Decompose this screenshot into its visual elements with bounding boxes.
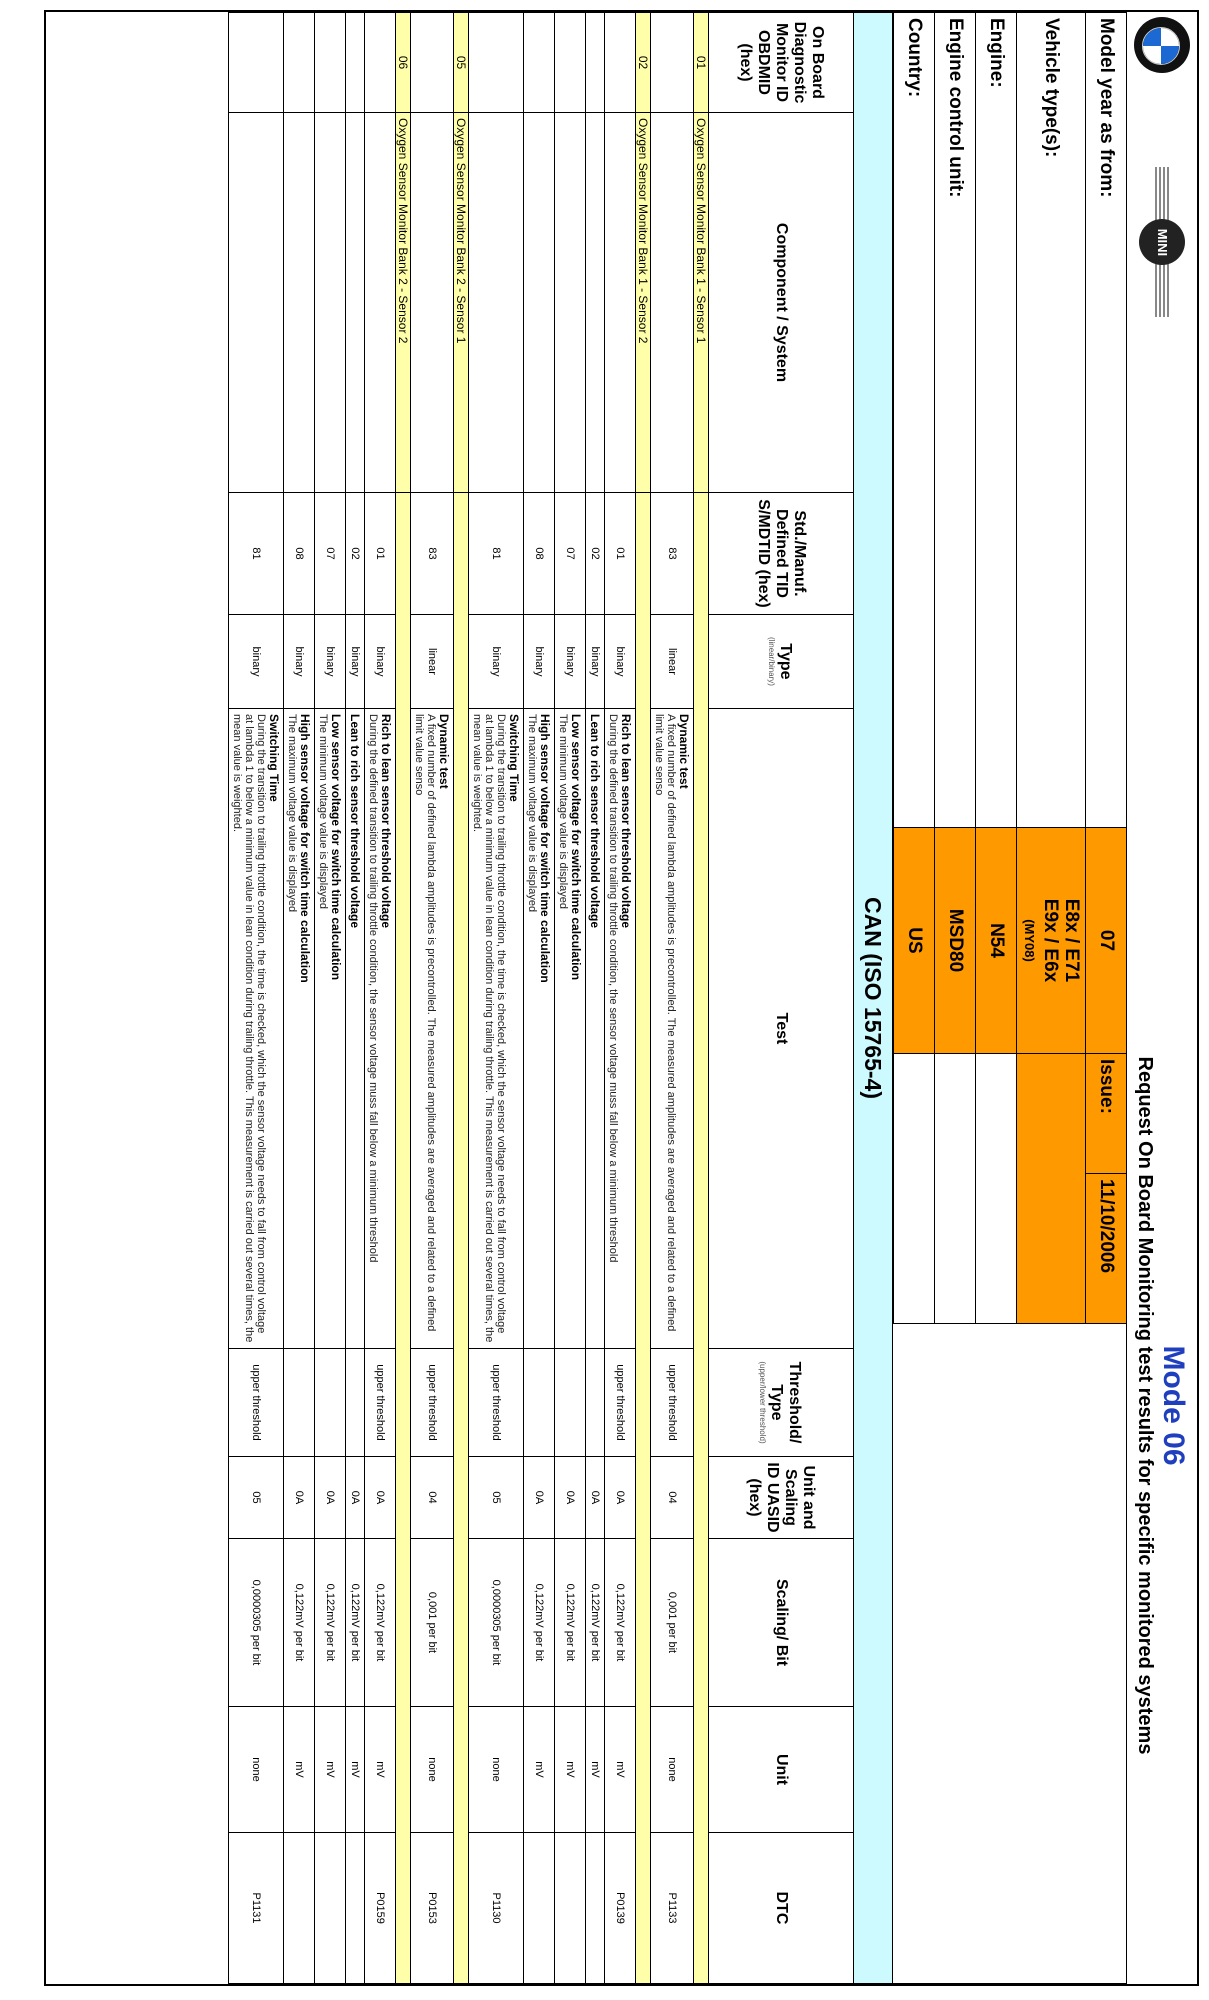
row-test-desc: During the transition to trailing throttle condition, the time is checked, which the sensor voltage needs to fall from control voltage at lambda 1 to below a minimum value in lean condition during trailing throttle. This measurement is carried out several times, the mean value is weighted. bbox=[471, 714, 507, 1343]
vehicle-type-line2: E9x / E6x bbox=[1040, 898, 1062, 983]
row-scaling: 0,122mV per bit bbox=[365, 1539, 396, 1707]
row-uasid: 04 bbox=[411, 1457, 454, 1539]
table-row bbox=[284, 13, 315, 1984]
row-uasid: 0A bbox=[524, 1457, 555, 1539]
table-row bbox=[346, 13, 365, 1984]
issue-value: 11/10/2006 bbox=[1086, 1174, 1127, 1324]
row-type: binary bbox=[315, 615, 346, 709]
row-unit: none bbox=[651, 1707, 694, 1833]
row-tid: 83 bbox=[651, 493, 694, 615]
country-label: Country: bbox=[894, 13, 935, 828]
model-year-value: 07 bbox=[1086, 828, 1127, 1054]
row-test-title: Lean to rich sensor threshold voltage bbox=[588, 714, 602, 929]
row-tid: 08 bbox=[524, 493, 555, 615]
row-dtc: P1130 bbox=[469, 1833, 524, 1984]
row-test-desc: The minimum voltage value is displayed bbox=[557, 714, 569, 910]
table-row bbox=[524, 13, 555, 1984]
row-uasid: 0A bbox=[555, 1457, 586, 1539]
col-type bbox=[709, 615, 854, 709]
row-threshold bbox=[315, 1349, 346, 1457]
row-obdmid-blank bbox=[229, 13, 284, 113]
mode06-sheet bbox=[44, 10, 1199, 1986]
title-table bbox=[1127, 12, 1197, 1984]
model-year-label: Model year as from: bbox=[1086, 13, 1127, 828]
engine-value: N54 bbox=[976, 828, 1017, 1054]
group-band-fill bbox=[454, 493, 469, 1984]
row-threshold bbox=[555, 1349, 586, 1457]
row-unit: mV bbox=[555, 1707, 586, 1833]
col-unit: Unit bbox=[709, 1707, 854, 1833]
row-component-blank bbox=[524, 113, 555, 493]
row-test bbox=[469, 709, 524, 1349]
row-tid: 07 bbox=[315, 493, 346, 615]
row-test-title: Switching Time bbox=[507, 714, 521, 802]
row-scaling: 0,122mV per bit bbox=[555, 1539, 586, 1707]
row-obdmid-blank bbox=[555, 13, 586, 113]
row-scaling: 0,122mV per bit bbox=[315, 1539, 346, 1707]
row-threshold: upper threshold bbox=[605, 1349, 636, 1457]
group-obdmid: 01 bbox=[694, 13, 709, 113]
vehicle-type-line3: (MY08) bbox=[1022, 919, 1038, 962]
row-dtc: P0153 bbox=[411, 1833, 454, 1984]
row-scaling: 0,001 per bit bbox=[411, 1539, 454, 1707]
group-band-fill bbox=[636, 493, 651, 1984]
row-dtc: P1133 bbox=[651, 1833, 694, 1984]
row-type: binary bbox=[284, 615, 315, 709]
row-test bbox=[229, 709, 284, 1349]
row-dtc bbox=[315, 1833, 346, 1984]
row-test-desc: A fixed number of defined lambda amplitudes is precontrolled. The measured amplitudes are averaged and related to a defined limit value senso bbox=[413, 714, 437, 1332]
row-scaling: 0,122mV per bit bbox=[586, 1539, 605, 1707]
row-test-desc: During the transition to trailing throttle condition, the time is checked, which the sensor voltage needs to fall from control voltage at lambda 1 to below a minimum value in lean condition during trailing throttle. This measurement is carried out several times, the mean value is weighted. bbox=[231, 714, 267, 1343]
row-test bbox=[555, 709, 586, 1349]
col-threshold-sub: (upper/lower threshold) bbox=[758, 1361, 768, 1444]
vehicle-types-value bbox=[1017, 828, 1086, 1054]
row-test-desc: During the defined transition to trailing throttle condition, the sensor voltage muss fall below a minimum threshold bbox=[607, 714, 619, 1263]
engine-label: Engine: bbox=[976, 13, 1017, 828]
group-obdmid: 06 bbox=[396, 13, 411, 113]
row-uasid: 0A bbox=[586, 1457, 605, 1539]
row-type: binary bbox=[605, 615, 636, 709]
row-unit: mV bbox=[346, 1707, 365, 1833]
vehicle-type-line1: E8x / E71 bbox=[1061, 898, 1083, 983]
row-test-desc: A fixed number of defined lambda amplitudes is precontrolled. The measured amplitudes are averaged and related to a defined limit value senso bbox=[653, 714, 677, 1332]
table-row bbox=[315, 13, 346, 1984]
row-test-title: Dynamic test bbox=[677, 714, 691, 789]
row-dtc bbox=[346, 1833, 365, 1984]
row-threshold: upper threshold bbox=[229, 1349, 284, 1457]
group-component: Oxygen Sensor Monitor Bank 1 - Sensor 2 bbox=[636, 113, 651, 493]
row-uasid: 0A bbox=[346, 1457, 365, 1539]
row-dtc: P1131 bbox=[229, 1833, 284, 1984]
row-uasid: 0A bbox=[365, 1457, 396, 1539]
engine-blank bbox=[976, 1054, 1017, 1324]
row-component-blank bbox=[411, 113, 454, 493]
row-uasid: 04 bbox=[651, 1457, 694, 1539]
row-test-title: Switching Time bbox=[267, 714, 281, 802]
row-tid: 83 bbox=[411, 493, 454, 615]
ecu-value: MSD80 bbox=[935, 828, 976, 1054]
row-obdmid-blank bbox=[524, 13, 555, 113]
col-component: Component / System bbox=[709, 113, 854, 493]
row-test bbox=[315, 709, 346, 1349]
row-scaling: 0,001 per bit bbox=[651, 1539, 694, 1707]
row-threshold: upper threshold bbox=[411, 1349, 454, 1457]
row-scaling: 0,122mV per bit bbox=[524, 1539, 555, 1707]
row-test-desc: The maximum voltage value is displayed bbox=[526, 714, 538, 913]
row-threshold bbox=[524, 1349, 555, 1457]
title-cell bbox=[1127, 827, 1197, 1984]
ecu-label: Engine control unit: bbox=[935, 13, 976, 828]
country-blank bbox=[894, 1054, 935, 1324]
row-component-blank bbox=[229, 113, 284, 493]
row-type: binary bbox=[365, 615, 396, 709]
group-band bbox=[396, 13, 411, 1984]
row-threshold: upper threshold bbox=[469, 1349, 524, 1457]
col-type-sub: (linear/binary) bbox=[767, 637, 777, 686]
row-unit: mV bbox=[605, 1707, 636, 1833]
monitoring-table bbox=[228, 12, 893, 1984]
table-row bbox=[365, 13, 396, 1984]
row-unit: mV bbox=[315, 1707, 346, 1833]
row-component-blank bbox=[284, 113, 315, 493]
row-threshold bbox=[284, 1349, 315, 1457]
vehicle-types-orange bbox=[1017, 1054, 1086, 1324]
row-scaling: 0,122mV per bit bbox=[346, 1539, 365, 1707]
row-obdmid-blank bbox=[315, 13, 346, 113]
row-type: binary bbox=[346, 615, 365, 709]
row-threshold bbox=[346, 1349, 365, 1457]
row-dtc bbox=[586, 1833, 605, 1984]
table-row bbox=[605, 13, 636, 1984]
country-value: US bbox=[894, 828, 935, 1054]
row-dtc bbox=[284, 1833, 315, 1984]
row-type: linear bbox=[651, 615, 694, 709]
row-uasid: 05 bbox=[469, 1457, 524, 1539]
vehicle-info-table bbox=[893, 12, 1127, 1984]
row-unit: mV bbox=[524, 1707, 555, 1833]
table-row bbox=[555, 13, 586, 1984]
row-component-blank bbox=[586, 113, 605, 493]
group-band-fill bbox=[396, 493, 411, 1984]
mini-logo-icon bbox=[1139, 167, 1185, 317]
table-row bbox=[651, 13, 694, 1984]
row-test bbox=[411, 709, 454, 1349]
row-test bbox=[651, 709, 694, 1349]
row-obdmid-blank bbox=[346, 13, 365, 113]
row-obdmid-blank bbox=[365, 13, 396, 113]
row-test bbox=[284, 709, 315, 1349]
row-type: binary bbox=[469, 615, 524, 709]
vehicle-types-label: Vehicle type(s): bbox=[1017, 13, 1086, 828]
row-obdmid-blank bbox=[651, 13, 694, 113]
column-headers bbox=[709, 13, 854, 1984]
group-band-fill bbox=[694, 493, 709, 1984]
row-unit: mV bbox=[586, 1707, 605, 1833]
group-component: Oxygen Sensor Monitor Bank 2 - Sensor 2 bbox=[396, 113, 411, 493]
row-obdmid-blank bbox=[411, 13, 454, 113]
row-tid: 81 bbox=[469, 493, 524, 615]
row-tid: 81 bbox=[229, 493, 284, 615]
row-test-title: Rich to lean sensor threshold voltage bbox=[379, 714, 393, 929]
row-type: binary bbox=[229, 615, 284, 709]
table-row bbox=[229, 13, 284, 1984]
row-obdmid-blank bbox=[284, 13, 315, 113]
row-uasid: 0A bbox=[605, 1457, 636, 1539]
col-scaling: Scaling/ Bit bbox=[709, 1539, 854, 1707]
row-test-desc: The minimum voltage value is displayed bbox=[317, 714, 329, 910]
row-test-title: Dynamic test bbox=[437, 714, 451, 789]
group-component: Oxygen Sensor Monitor Bank 2 - Sensor 1 bbox=[454, 113, 469, 493]
row-type: binary bbox=[524, 615, 555, 709]
row-unit: none bbox=[229, 1707, 284, 1833]
group-obdmid: 05 bbox=[454, 13, 469, 113]
row-tid: 01 bbox=[605, 493, 636, 615]
row-test bbox=[586, 709, 605, 1349]
row-component-blank bbox=[469, 113, 524, 493]
row-test-title: Low sensor voltage for switch time calculation bbox=[329, 714, 343, 981]
row-dtc bbox=[555, 1833, 586, 1984]
row-test bbox=[346, 709, 365, 1349]
header-blank bbox=[894, 1324, 1127, 1984]
row-tid: 01 bbox=[365, 493, 396, 615]
group-band bbox=[636, 13, 651, 1984]
row-threshold: upper threshold bbox=[651, 1349, 694, 1457]
row-test-desc: During the defined transition to trailing throttle condition, the sensor voltage muss fall below a minimum threshold bbox=[367, 714, 379, 1263]
col-type-label: Type bbox=[777, 643, 795, 680]
row-dtc bbox=[524, 1833, 555, 1984]
row-uasid: 0A bbox=[284, 1457, 315, 1539]
col-threshold-label: Threshold/ Type bbox=[768, 1361, 804, 1444]
group-band bbox=[454, 13, 469, 1984]
row-test-title: High sensor voltage for switch time calculation bbox=[538, 714, 552, 983]
row-uasid: 0A bbox=[315, 1457, 346, 1539]
group-component: Oxygen Sensor Monitor Bank 1 - Sensor 1 bbox=[694, 113, 709, 493]
row-component-blank bbox=[651, 113, 694, 493]
row-scaling: 0,0000305 per bit bbox=[229, 1539, 284, 1707]
row-component-blank bbox=[346, 113, 365, 493]
page-subtitle: Request On Board Monitoring test results for specific monitored systems bbox=[1134, 1056, 1157, 1755]
row-unit: mV bbox=[284, 1707, 315, 1833]
row-component-blank bbox=[365, 113, 396, 493]
ecu-blank bbox=[935, 1054, 976, 1324]
row-dtc: P0159 bbox=[365, 1833, 396, 1984]
row-test-title: Rich to lean sensor threshold voltage bbox=[619, 714, 633, 929]
row-component-blank bbox=[605, 113, 636, 493]
row-threshold bbox=[586, 1349, 605, 1457]
row-test-title: Low sensor voltage for switch time calculation bbox=[569, 714, 583, 981]
col-test: Test bbox=[709, 709, 854, 1349]
row-type: binary bbox=[586, 615, 605, 709]
row-unit: none bbox=[469, 1707, 524, 1833]
table-body bbox=[229, 13, 709, 1984]
protocol-band: CAN (ISO 15765-4) bbox=[854, 13, 893, 1984]
col-threshold bbox=[709, 1349, 854, 1457]
row-test-title: High sensor voltage for switch time calculation bbox=[298, 714, 312, 983]
row-dtc: P0139 bbox=[605, 1833, 636, 1984]
row-test bbox=[365, 709, 396, 1349]
table-row bbox=[469, 13, 524, 1984]
table-row bbox=[411, 13, 454, 1984]
row-unit: none bbox=[411, 1707, 454, 1833]
table-row bbox=[586, 13, 605, 1984]
group-band bbox=[694, 13, 709, 1984]
row-tid: 02 bbox=[346, 493, 365, 615]
row-test-desc: The maximum voltage value is displayed bbox=[286, 714, 298, 913]
row-unit: mV bbox=[365, 1707, 396, 1833]
mode-title: Mode 06 bbox=[1157, 1345, 1191, 1466]
row-test bbox=[524, 709, 555, 1349]
row-type: linear bbox=[411, 615, 454, 709]
row-scaling: 0,122mV per bit bbox=[284, 1539, 315, 1707]
row-tid: 07 bbox=[555, 493, 586, 615]
row-tid: 02 bbox=[586, 493, 605, 615]
row-threshold: upper threshold bbox=[365, 1349, 396, 1457]
mini-logo-text: MINI bbox=[1139, 219, 1185, 265]
row-scaling: 0,0000305 per bit bbox=[469, 1539, 524, 1707]
logos-cell bbox=[1127, 12, 1197, 827]
issue-label: Issue: bbox=[1086, 1054, 1127, 1174]
row-scaling: 0,122mV per bit bbox=[605, 1539, 636, 1707]
row-uasid: 05 bbox=[229, 1457, 284, 1539]
bmw-logo-icon bbox=[1134, 17, 1190, 73]
col-tid: Std./Manuf. Defined TID S/MDTID (hex) bbox=[709, 493, 854, 615]
col-dtc: DTC bbox=[709, 1833, 854, 1984]
row-component-blank bbox=[555, 113, 586, 493]
row-tid: 08 bbox=[284, 493, 315, 615]
row-component-blank bbox=[315, 113, 346, 493]
row-obdmid-blank bbox=[469, 13, 524, 113]
row-type: binary bbox=[555, 615, 586, 709]
row-obdmid-blank bbox=[605, 13, 636, 113]
row-test bbox=[605, 709, 636, 1349]
row-test-title: Lean to rich sensor threshold voltage bbox=[348, 714, 362, 929]
col-uasid: Unit and Scaling ID UASID (hex) bbox=[709, 1457, 854, 1539]
row-obdmid-blank bbox=[586, 13, 605, 113]
group-obdmid: 02 bbox=[636, 13, 651, 113]
col-obdmid: On Board Diagnostic Monitor ID OBDMID (hex) bbox=[709, 13, 854, 113]
